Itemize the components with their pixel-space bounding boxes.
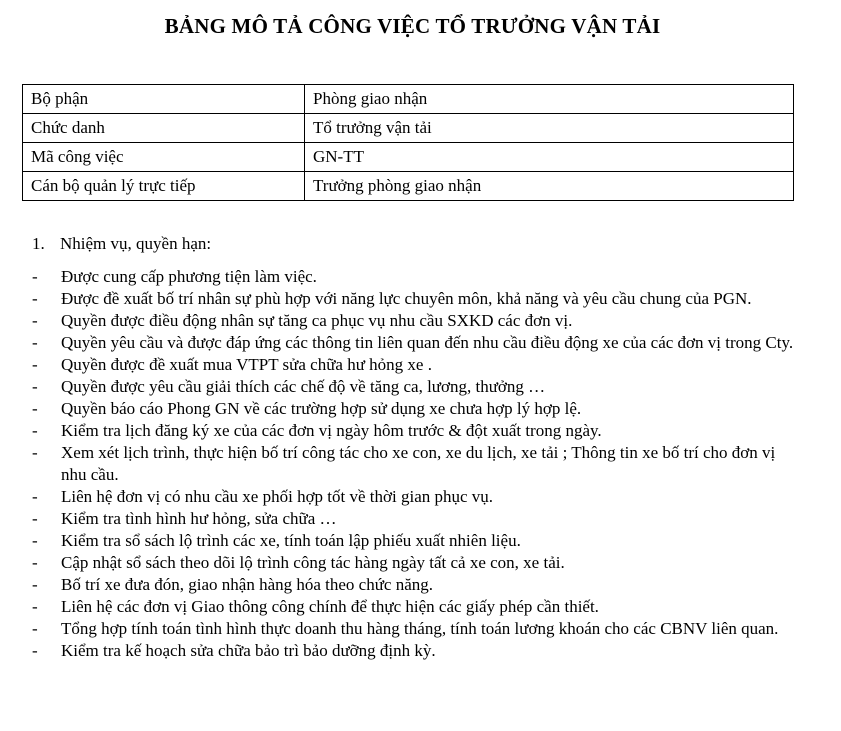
list-item [30, 640, 800, 662]
list-item-text: Được đề xuất bố trí nhân sự phù hợp với năng lực chuyên môn, khả năng và yêu cầu chung của PGN. [61, 289, 752, 308]
list-item-text: Kiểm tra lịch đăng ký xe của các đơn vị ngày hôm trước & đột xuất trong ngày. [61, 421, 602, 440]
list-item-text: Kiểm tra kế hoạch sửa chữa bảo trì bảo dưỡng định kỳ. [61, 641, 436, 660]
bullet-dash: - [32, 509, 38, 528]
info-label-cell: Cán bộ quản lý trực tiếp [23, 172, 305, 201]
job-info-table-body [23, 85, 794, 201]
list-item-text: Liên hệ đơn vị có nhu cầu xe phối hợp tốt về thời gian phục vụ. [61, 487, 494, 506]
bullet-dash: - [32, 311, 38, 330]
info-value-cell: Tổ trưởng vận tải [305, 114, 794, 143]
bullet-dash: - [32, 267, 38, 286]
bullet-dash: - [32, 553, 38, 572]
list-item-text: Quyền được đề xuất mua VTPT sửa chữa hư hỏng xe . [61, 355, 432, 374]
bullet-dash: - [32, 333, 38, 352]
bullet-dash: - [32, 597, 38, 616]
section-number: 1. [32, 234, 45, 253]
bullet-dash: - [32, 443, 38, 462]
list-item [30, 398, 800, 420]
list-item-text: Liên hệ các đơn vị Giao thông công chính để thực hiện các giấy phép cần thiết. [61, 597, 599, 616]
list-item [30, 420, 800, 442]
info-row [23, 114, 794, 143]
info-label-cell: Bộ phận [23, 85, 305, 114]
list-item [30, 596, 800, 618]
bullet-dash: - [32, 575, 38, 594]
list-item [30, 288, 800, 310]
bullet-dash: - [32, 619, 38, 638]
info-label-cell: Chức danh [23, 114, 305, 143]
list-item [30, 552, 800, 574]
section-heading [32, 234, 211, 254]
info-value-cell: GN-TT [305, 143, 794, 172]
bullet-dash: - [32, 289, 38, 308]
list-item-text: Bố trí xe đưa đón, giao nhận hàng hóa theo chức năng. [61, 575, 434, 594]
bullet-dash: - [32, 377, 38, 396]
list-item [30, 354, 800, 376]
list-item [30, 618, 800, 640]
list-item-text: Tổng hợp tính toán tình hình thực doanh thu hàng tháng, tính toán lương khoán cho các CBNV liên quan. [61, 619, 779, 638]
list-item [30, 530, 800, 552]
bullet-dash: - [32, 399, 38, 418]
info-row [23, 143, 794, 172]
duties-list [30, 266, 800, 662]
bullet-dash: - [32, 641, 38, 660]
list-item-text: Quyền yêu cầu và được đáp ứng các thông tin liên quan đến nhu cầu điều động xe của các đơn vị trong Cty. [61, 333, 794, 352]
list-item [30, 332, 800, 354]
bullet-dash: - [32, 531, 38, 550]
info-value-cell: Phòng giao nhận [305, 85, 794, 114]
info-label-cell: Mã công việc [23, 143, 305, 172]
list-item-text: Được cung cấp phương tiện làm việc. [61, 267, 317, 286]
list-item-text: Xem xét lịch trình, thực hiện bố trí công tác cho xe con, xe du lịch, xe tải ; Thông tin xe bố trí cho đơn vị nhu cầu. [61, 443, 776, 484]
list-item-text: Cập nhật sổ sách theo dõi lộ trình công tác hàng ngày tất cả xe con, xe tải. [61, 553, 565, 572]
list-item [30, 266, 800, 288]
list-item [30, 310, 800, 332]
info-row [23, 85, 794, 114]
section-heading-text: Nhiệm vụ, quyền hạn: [60, 234, 212, 253]
bullet-dash: - [32, 421, 38, 440]
document-title: BẢNG MÔ TẢ CÔNG VIỆC TỔ TRƯỞNG VẬN TẢI [164, 14, 661, 38]
list-item-text: Quyền được điều động nhân sự tăng ca phục vụ nhu cầu SXKD các đơn vị. [61, 311, 573, 330]
info-row [23, 172, 794, 201]
bullet-dash: - [32, 487, 38, 506]
job-info-table [22, 84, 794, 201]
list-item-text: Kiểm tra tình hình hư hỏng, sửa chữa … [61, 509, 337, 528]
list-item-text: Kiểm tra sổ sách lộ trình các xe, tính toán lập phiếu xuất nhiên liệu. [61, 531, 521, 550]
bullet-dash: - [32, 355, 38, 374]
list-item-text: Quyền được yêu cầu giải thích các chế độ về tăng ca, lương, thưởng … [61, 377, 546, 396]
info-value-cell: Trưởng phòng giao nhận [305, 172, 794, 201]
list-item [30, 574, 800, 596]
list-item-text: Quyền báo cáo Phong GN về các trường hợp sử dụng xe chưa hợp lý hợp lệ. [61, 399, 582, 418]
list-item [30, 376, 800, 398]
list-item [30, 486, 800, 508]
list-item [30, 442, 800, 486]
list-item [30, 508, 800, 530]
